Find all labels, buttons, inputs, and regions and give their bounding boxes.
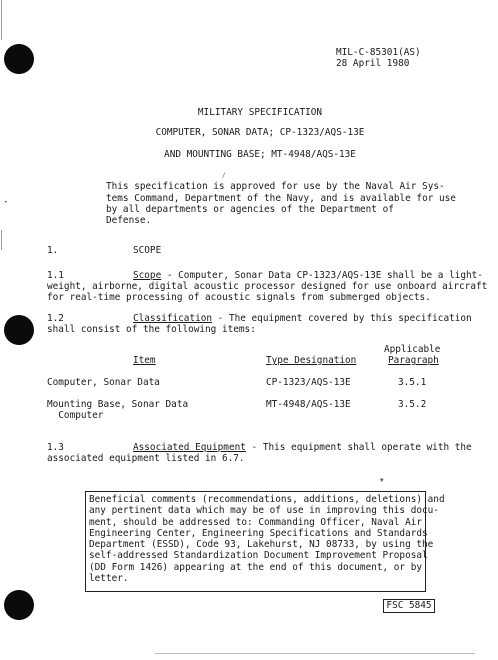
punch-hole-bottom	[4, 590, 34, 620]
paragraph-number-1-2: 1.2	[47, 313, 64, 324]
spec-type-title: MILITARY SPECIFICATION	[197, 107, 323, 118]
table-row-1-type: CP-1323/AQS-13E	[266, 377, 351, 388]
document-number: MIL-C-85301(AS)	[336, 47, 421, 58]
punch-hole-top	[4, 44, 34, 74]
scan-speck: ▼	[380, 477, 384, 484]
paragraph-1-1-title: Scope	[133, 270, 162, 281]
spec-title-line-1: COMPUTER, SONAR DATA; CP-1323/AQS-13E	[155, 127, 365, 138]
document-date: 28 April 1980	[336, 58, 410, 69]
paragraph-1-1-text: - Computer, Sonar Data CP-1323/AQS-13E shall be a light-	[161, 270, 483, 281]
fsc-code-box: FSC 5845	[383, 599, 435, 613]
paragraph-1-3-text: - This equipment shall operate with the	[245, 442, 472, 453]
paragraph-1-1-line-2: weight, airborne, digital acoustic processor designed for use onboard aircraft	[47, 281, 488, 292]
spec-title-line-2: AND MOUNTING BASE; MT-4948/AQS-13E	[164, 149, 356, 160]
comments-notice-box: Beneficial comments (recommendations, additions, deletions) and any pertinent data which may be of use in improving this docu- ment, should be addressed to: Commanding Officer, Naval Air Engineering Center, Engineering Specifications and Standards Department (ESSD), Code 93, Lakehurst, NJ 08733, by using the self-addressed Standardization Document Improvement Proposal (DD Form 1426) appearing at the end of this document, or by letter.	[85, 491, 426, 592]
paragraph-1-3-line-1	[133, 442, 472, 453]
paragraph-1-2-line-1	[133, 313, 472, 324]
table-row-1-paragraph: 3.5.1	[398, 377, 427, 388]
punch-hole-middle	[4, 315, 34, 345]
table-row-2-item-continued: Computer	[47, 410, 104, 421]
paragraph-1-1-line-3: for real-time processing of acoustic signals from submerged objects.	[47, 292, 431, 303]
paragraph-1-2-text: - The equipment covered by this specification	[212, 313, 472, 324]
column-header-type-designation: Type Designation	[266, 355, 357, 366]
paragraph-1-3-title: Associated Equipment	[133, 442, 246, 453]
paragraph-1-1-line-1	[133, 270, 483, 281]
approval-line-4: Defense.	[106, 215, 152, 226]
approval-line-3: by all departments or agencies of the Department of	[106, 204, 394, 215]
table-row-1-item: Computer, Sonar Data	[47, 377, 160, 388]
table-row-2-paragraph: 3.5.2	[398, 399, 427, 410]
approval-line-1: This specification is approved for use by the Naval Air Sys-	[106, 181, 445, 192]
paragraph-1-2-line-2: shall consist of the following items:	[47, 324, 256, 335]
table-row-2-item: Mounting Base, Sonar Data	[47, 399, 189, 410]
scan-speck: /	[222, 172, 226, 179]
column-header-item: Item	[133, 355, 156, 366]
left-edge-mark	[1, 0, 2, 40]
table-row-2-type: MT-4948/AQS-13E	[266, 399, 351, 410]
scan-speck: •	[4, 199, 8, 206]
paragraph-number-1-1: 1.1	[47, 270, 64, 281]
approval-line-2: tems Command, Department of the Navy, and is available for use	[106, 193, 456, 204]
paragraph-1-3-line-2: associated equipment listed in 6.7.	[47, 453, 245, 464]
paragraph-number-1-3: 1.3	[47, 442, 64, 453]
bottom-rule	[155, 653, 475, 654]
column-header-applicable: Applicable	[384, 344, 441, 355]
column-header-paragraph: Paragraph	[388, 355, 439, 366]
section-heading: SCOPE	[133, 245, 162, 256]
paragraph-1-2-title: Classification	[133, 313, 213, 324]
section-number: 1.	[47, 245, 59, 256]
left-edge-mark	[1, 230, 2, 250]
